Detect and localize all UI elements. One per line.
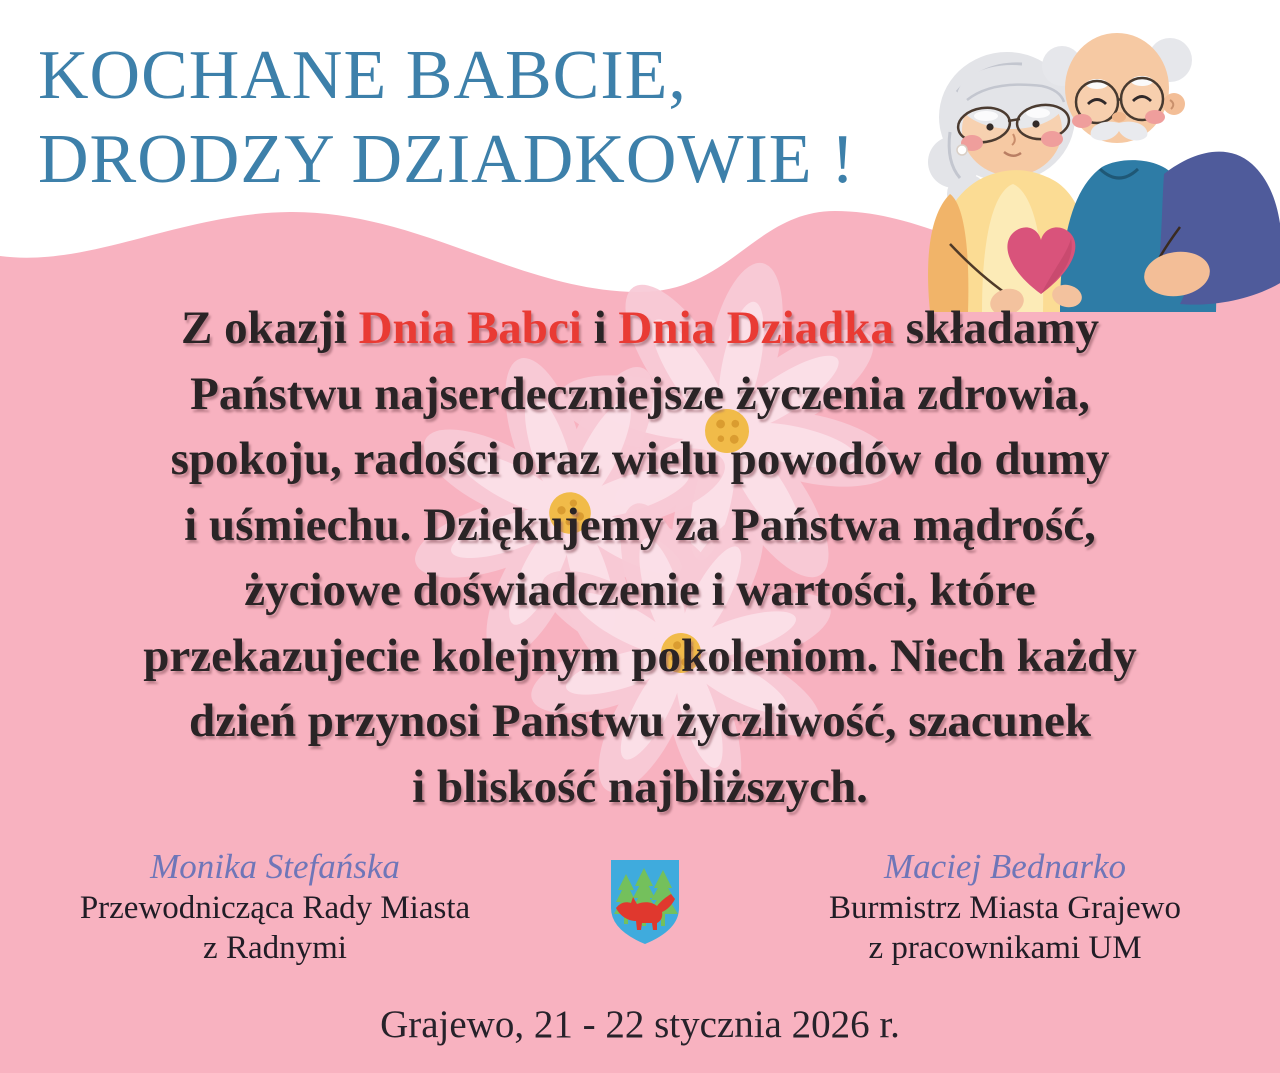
greeting-text: i uśmiechu. Dziękujemy za Państwa mądrość, xyxy=(184,498,1096,551)
greeting-message xyxy=(40,296,1240,820)
signature-role-line1: Przewodnicząca Rady Miasta xyxy=(79,890,471,926)
accent-dziadka-day: Dnia Dziadka xyxy=(618,302,894,354)
signature-council-chair xyxy=(35,845,515,968)
greeting-text: życiowe doświadczenie i wartości, które xyxy=(244,564,1036,616)
grajewo-coat-of-arms xyxy=(606,856,684,948)
greeting-line xyxy=(40,493,1240,559)
greeting-text: i bliskość najbliższych. xyxy=(412,760,868,813)
greeting-text: spokoju, radości oraz wielu powodów do dumy xyxy=(170,433,1110,485)
greeting-text: dzień przynosi Państwu życzliwość, szacunek xyxy=(188,695,1092,747)
greeting-text: i xyxy=(581,302,619,354)
greeting-line xyxy=(40,362,1240,428)
greeting-line xyxy=(40,689,1240,755)
signature-role-line1: Burmistrz Miasta Grajewo xyxy=(829,890,1181,926)
greeting-line xyxy=(40,755,1240,821)
greeting-line xyxy=(40,427,1240,493)
signature-name: Maciej Bednarko xyxy=(884,847,1126,886)
greeting-line xyxy=(40,558,1240,624)
card-title-line2: DRODZY DZIADKOWIE ! xyxy=(38,121,856,198)
elderly-couple-illustration xyxy=(912,22,1280,312)
greeting-text: Z okazji xyxy=(181,302,359,354)
accent-babci-day: Dnia Babci xyxy=(358,302,582,354)
greeting-line xyxy=(40,296,1240,362)
signature-mayor xyxy=(765,845,1245,968)
signature-role-line2: z Radnymi xyxy=(203,930,347,966)
greeting-text: Państwu najserdeczniejsze życzenia zdrowia, xyxy=(190,367,1090,420)
place-and-date: Grajewo, 21 - 22 stycznia 2026 r. xyxy=(380,1003,900,1046)
card-title-line1: KOCHANE BABCIE, xyxy=(38,37,687,114)
card-title xyxy=(38,34,938,202)
signature-name: Monika Stefańska xyxy=(150,847,400,886)
greeting-text: przekazujecie kolejnym pokoleniom. Niech każdy xyxy=(143,629,1137,682)
signature-role-line2: z pracownikami UM xyxy=(868,930,1142,966)
greeting-line xyxy=(40,624,1240,690)
greeting-text: składamy xyxy=(893,302,1099,354)
